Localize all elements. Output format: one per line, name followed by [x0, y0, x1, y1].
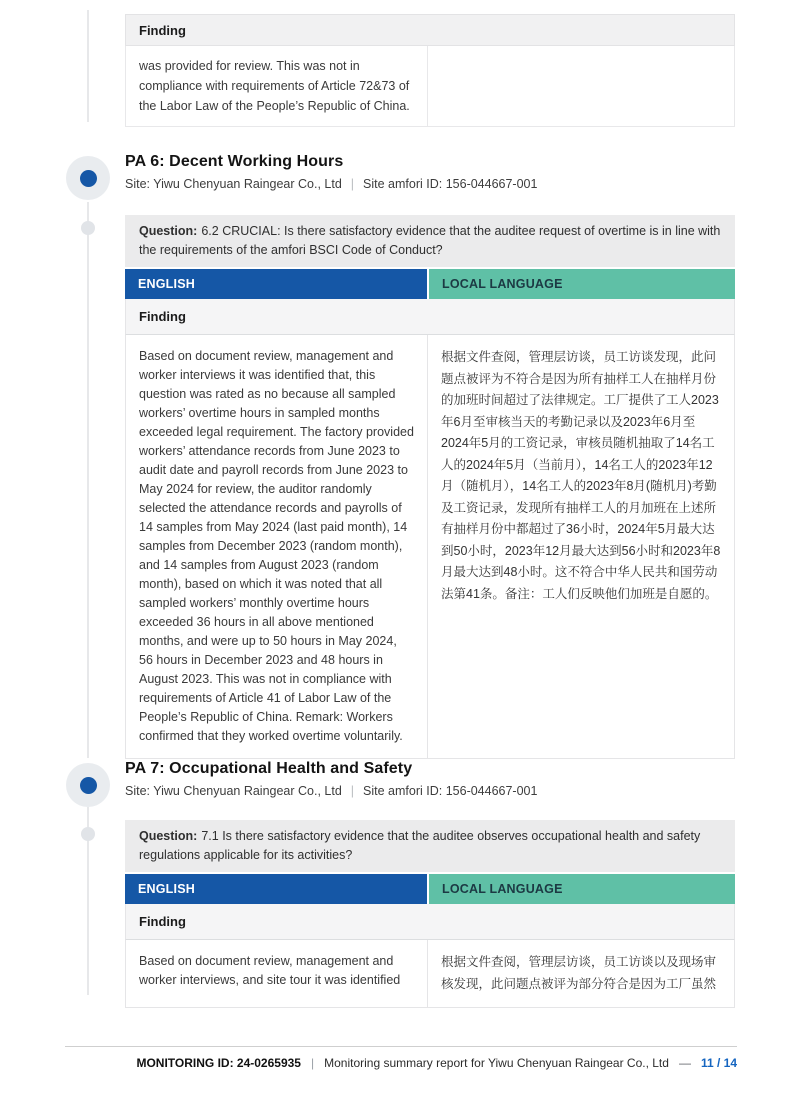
table-header-row [125, 874, 735, 904]
finding-local-cell [428, 46, 734, 126]
separator: | [350, 784, 355, 798]
marker-dot-icon [80, 777, 97, 794]
carryover-finding-table [125, 14, 735, 127]
finding-subheader: Finding [125, 299, 735, 335]
timeline-line-segment [87, 10, 89, 122]
timeline-line-segment [87, 202, 89, 758]
column-header-local: LOCAL LANGUAGE [429, 269, 735, 299]
finding-table-pa7 [125, 874, 735, 1008]
finding-local-cell: 根据文件查阅，管理层访谈，员工访谈发现，此问题点被评为不符合是因为所有抽样工人在抽样月份的加班时间超过了法律规定。工厂提供了工人2023年6月至审核当天的考勤记录以及2023年6月至2024年5月的工资记录，审核员随机抽取了14名工人的2024年5月（当前月），14名工人的2023年12月（随机月），14名工人的2023年8月(随机月)考勤及工资记录，发现所有抽样工人的月加班在上述所有抽样月份中都超过了36小时，2024年5月最大达到50小时，2023年12月最大达到56小时和2023年8月最大达到48小时。这不符合中华人民共和国劳动法第41条。备注：工人们反映他们加班是自愿的。 [441, 350, 721, 601]
section-header-pa6 [125, 153, 735, 191]
finding-body-row [125, 46, 735, 127]
finding-english-cell: Based on document review, management and worker interviews it was identified that, this question was rated as no because all sampled workers’ overtime hours in sampled months exceeded legal requirement. The factory provided workers’ attendance records from June 2023 to audit date and payroll records from June 2023 to May 2024 for review, the auditor randomly selected the attendance records and payrolls of 14 samples from May 2024 (last paid month), 14 samples from December 2023 (random month), and 14 samples from August 2023 (random month), based on which it was noted that all sampled workers’ monthly overtime hours exceeded 36 hours in all above mentioned months, and were up to 50 hours in May 2024, 56 hours in December 2023 and 48 hours in August 2023. This was not in compliance with requirements of Article 41 of Labor Law of the People’s Republic of China. Remark: Workers confirmed that they worked overtime voluntarily. [126, 335, 428, 758]
question-box-pa6 [125, 215, 735, 267]
finding-content-row [125, 940, 735, 1008]
section-marker-icon [66, 156, 110, 200]
question-box-pa7 [125, 820, 735, 872]
marker-dot-icon [80, 170, 97, 187]
column-header-english: ENGLISH [125, 269, 427, 299]
column-header-english: ENGLISH [125, 874, 427, 904]
section-marker-icon [66, 763, 110, 807]
finding-english-cell: Based on document review, management and worker interviews, and site tour it was identified [126, 940, 428, 1007]
site-line [125, 784, 735, 798]
question-label: Question: [139, 224, 198, 238]
finding-local-cell: 根据文件查阅，管理层访谈，员工访谈以及现场审核发现，此问题点被评为部分符合是因为工厂虽然 [441, 955, 717, 991]
finding-subheader: Finding [125, 904, 735, 940]
section-title: PA 7: Occupational Health and Safety [125, 760, 413, 777]
separator: | [350, 177, 355, 191]
page-number: 11 / 14 [700, 1056, 737, 1070]
table-header-row [125, 269, 735, 299]
question-marker-icon [81, 827, 95, 841]
section-header-pa7 [125, 760, 735, 798]
page-footer [136, 1056, 737, 1070]
site-amfori-id: Site amfori ID: 156-044667-001 [363, 177, 538, 191]
section-title: PA 6: Decent Working Hours [125, 153, 344, 170]
finding-english-cell: was provided for review. This was not in compliance with requirements of Article 72&73 of the Labor Law of the People’s Republic of China. [126, 46, 428, 126]
site-name: Site: Yiwu Chenyuan Raingear Co., Ltd [125, 177, 342, 191]
question-text: 6.2 CRUCIAL: Is there satisfactory evidence that the auditee request of overtime is in line with the requirements of the amfori BSCI Code of Conduct? [139, 224, 721, 257]
site-name: Site: Yiwu Chenyuan Raingear Co., Ltd [125, 784, 342, 798]
dash: — [678, 1056, 691, 1070]
footer-divider [65, 1046, 737, 1047]
report-title: Monitoring summary report for Yiwu Chenyuan Raingear Co., Ltd [324, 1056, 669, 1070]
finding-header: Finding [125, 14, 735, 46]
finding-table-pa6 [125, 269, 735, 759]
finding-content-row [125, 335, 735, 759]
question-marker-icon [81, 221, 95, 235]
question-label: Question: [139, 829, 198, 843]
column-header-local: LOCAL LANGUAGE [429, 874, 735, 904]
separator: | [310, 1056, 315, 1070]
question-text: 7.1 Is there satisfactory evidence that the auditee observes occupational health and safety regulations applicable for its activities? [139, 829, 701, 862]
site-line [125, 177, 735, 191]
site-amfori-id: Site amfori ID: 156-044667-001 [363, 784, 538, 798]
monitoring-id: MONITORING ID: 24-0265935 [136, 1056, 301, 1070]
